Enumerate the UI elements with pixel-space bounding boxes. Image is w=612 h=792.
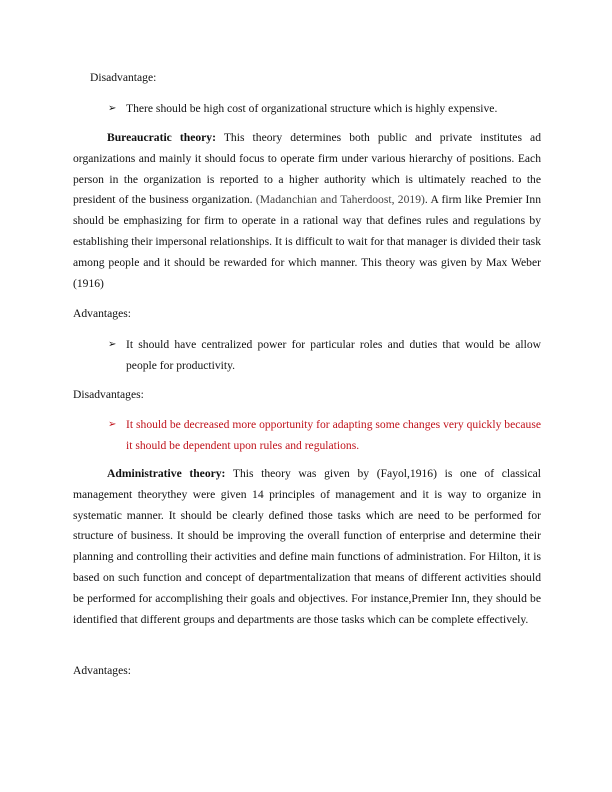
bureaucratic-paragraph [73, 128, 541, 294]
bullet-text: There should be high cost of organizational structure which is highly expensive. [126, 102, 498, 115]
bureaucratic-title: Bureaucratic theory: [107, 131, 216, 144]
arrow-bullet-icon: ➢ [108, 103, 117, 114]
advantages-heading: Advantages: [73, 664, 131, 677]
disadvantage-heading: Disadvantage: [90, 71, 157, 84]
list-item [108, 99, 541, 120]
list-item [108, 335, 541, 377]
list-item [108, 415, 541, 457]
disadvantages-heading: Disadvantages: [73, 388, 144, 401]
bullet-text: It should have centralized power for particular roles and duties that would be allow people for productivity. [126, 338, 541, 372]
arrow-bullet-icon: ➢ [108, 339, 117, 350]
administrative-paragraph [73, 464, 541, 630]
arrow-bullet-icon: ➢ [108, 419, 117, 430]
bullet-text: It should be decreased more opportunity for adapting some changes very quickly because it should be dependent upon rules and regulations. [126, 418, 541, 452]
citation: (Madanchian and Taherdoost, 2019) [255, 193, 425, 207]
administrative-text: This theory was given by (Fayol,1916) is one of classical management theorythey were given 14 principles of management and it is way to organize in systematic manner. It should be clearly defined those tasks which are need to be performed for structure of business. It should be improving the overall function of enterprise and determine their planning and controlling their activities and define main functions of administration. For Hilton, it is based on such function and concept of departmentalization that means of different activities should be performed for accomplishing their goals and objectives. For instance,Premier Inn, they should be identified that different groups and departments are those tasks which can be complete effectively. [73, 467, 541, 626]
bureaucratic-text-b: . A firm like Premier Inn should be emphasizing for firm to operate in a rational way that defines rules and regulations by establishing their impersonal relationships. It is difficult to wait for that manager is divided their task among people and it should be rewarded for which manner. This theory was given by Max Weber (1916) [73, 193, 541, 290]
administrative-title: Administrative theory: [107, 467, 226, 480]
bureaucratic-text-a: This theory determines both public and private institutes ad organizations and mainly it should focus to operate firm under various hierarchy of positions. Each person in the organization is reported to a higher authority which is ultimately reached to the president of the business organization. [73, 131, 541, 207]
advantages-heading: Advantages: [73, 307, 131, 320]
